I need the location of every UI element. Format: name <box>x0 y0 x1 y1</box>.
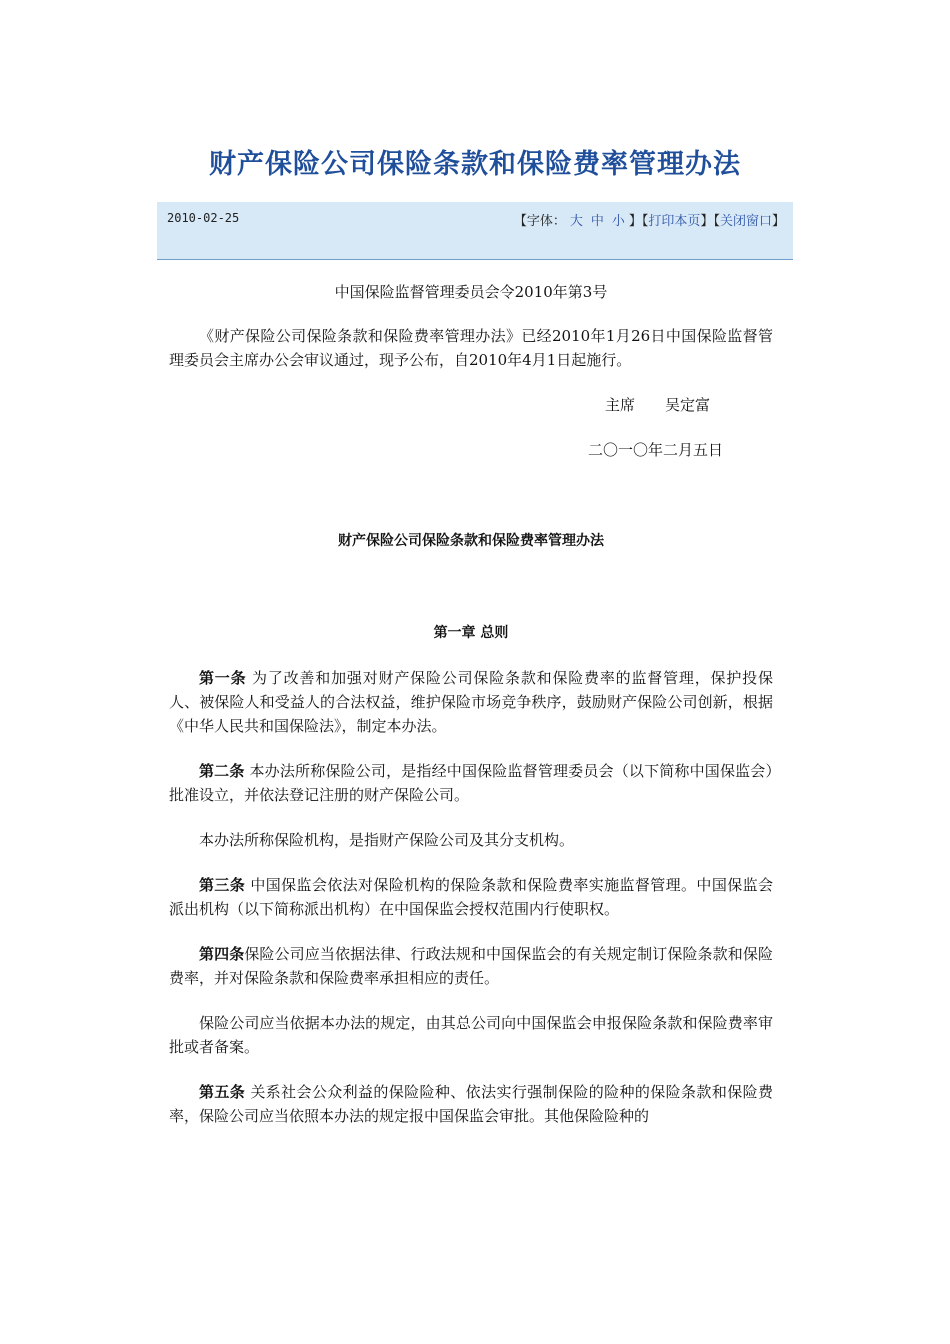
document-title: 财产保险公司保险条款和保险费率管理办法 <box>338 533 604 549</box>
page-title: 财产保险公司保险条款和保险费率管理办法 <box>209 149 741 180</box>
article-paragraph <box>169 873 773 921</box>
article-label: 第五条 <box>199 1083 246 1101</box>
print-page-link[interactable]: 打印本页 <box>648 214 701 229</box>
article-paragraph <box>169 1011 773 1059</box>
article-text: 本办法所称保险机构，是指财产保险公司及其分支机构。 <box>199 831 575 849</box>
article-paragraph <box>169 942 773 990</box>
article-text: 保险公司应当依据法律、行政法规和中国保监会的有关规定制订保险条款和保险费率，并对保险条款和保险费率承担相应的责任。 <box>169 945 773 987</box>
font-large-link[interactable]: 大 <box>569 214 583 229</box>
bracket-close: 】 <box>700 214 714 229</box>
article-label: 第四条 <box>199 945 245 963</box>
order-number: 中国保险监督管理委员会令2010年第3号 <box>334 283 608 301</box>
bracket-open: 【 <box>713 214 720 229</box>
font-small-link[interactable]: 小 <box>611 214 625 229</box>
signature-line <box>605 393 773 417</box>
font-medium-link[interactable]: 中 <box>590 214 604 229</box>
article-text: 本办法所称保险公司，是指经中国保险监督管理委员会（以下简称中国保监会）批准设立，并依法登记注册的财产保险公司。 <box>169 762 773 804</box>
bracket-close: 】 <box>628 214 642 229</box>
signature-title: 主席 <box>605 396 636 414</box>
article-label: 第二条 <box>199 762 245 780</box>
chapter-heading: 第一章 总则 <box>433 625 509 641</box>
article-paragraph <box>169 828 773 852</box>
article-label: 第三条 <box>199 876 246 894</box>
article-label: 第一条 <box>199 669 247 687</box>
intro-paragraph: 《财产保险公司保险条款和保险费率管理办法》已经2010年1月26日中国保险监督管理委员会主席办公会审议通过，现予公布，自2010年4月1日起施行。 <box>169 327 773 369</box>
info-bar <box>157 202 793 260</box>
signature-name: 吴定富 <box>665 396 711 414</box>
close-window-link[interactable]: 关闭窗口 <box>719 214 772 229</box>
publish-date: 2010-02-25 <box>167 211 240 225</box>
bracket-close: 】 <box>771 214 785 229</box>
bracket-open: 【 <box>641 214 649 229</box>
article-text: 关系社会公众利益的保险险种、依法实行强制保险的险种的保险条款和保险费率，保险公司应当依照本办法的规定报中国保监会审批。其他保险险种的 <box>169 1083 773 1125</box>
signature-date: 二〇一〇年二月五日 <box>588 441 724 459</box>
article-paragraph <box>169 759 773 807</box>
page-tools <box>514 210 785 229</box>
article-text: 保险公司应当依据本办法的规定，由其总公司向中国保监会申报保险条款和保险费率审批或者备案。 <box>169 1014 773 1056</box>
article-paragraph <box>169 666 773 738</box>
document-body <box>169 280 773 1128</box>
article-paragraph <box>169 1080 773 1128</box>
article-text: 中国保监会依法对保险机构的保险条款和保险费率实施监督管理。中国保监会派出机构（以下简称派出机构）在中国保监会授权范围内行使职权。 <box>169 876 773 918</box>
article-text: 为了改善和加强对财产保险公司保险条款和保险费率的监督管理，保护投保人、被保险人和受益人的合法权益，维护保险市场竞争秩序，鼓励财产保险公司创新，根据《中华人民共和国保险法》，制定本办法。 <box>169 669 773 735</box>
font-size-label: 【字体： <box>513 214 566 229</box>
